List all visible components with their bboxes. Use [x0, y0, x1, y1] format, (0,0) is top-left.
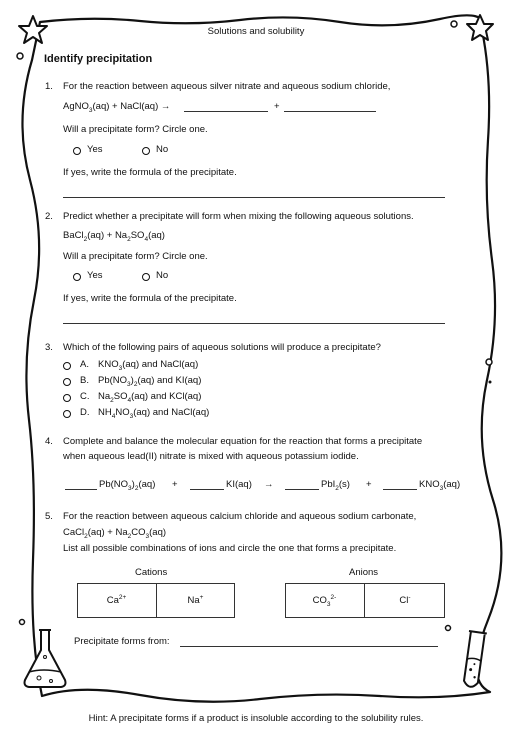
q1-blank-1[interactable] [184, 111, 268, 112]
test-tube-icon [461, 631, 486, 688]
q4-term-2: KI(aq) [226, 479, 252, 490]
q4-arrow: → [264, 479, 274, 490]
page-title: Solutions and solubility [207, 26, 305, 37]
q1-yes-radio[interactable] [73, 147, 81, 155]
q2-number: 2. [45, 211, 53, 222]
q4-number: 4. [45, 436, 53, 447]
q3-option-a-radio[interactable] [63, 362, 71, 370]
anion-cl[interactable]: Cl- [399, 593, 411, 606]
q4-plus-2: + [366, 479, 372, 490]
section-heading: Identify precipitation [44, 53, 153, 65]
q5-equation: CaCl$_2$(aq) + $Na_2CO_3(aq)$ [63, 527, 167, 540]
q4-coef-2[interactable] [190, 489, 224, 490]
anions-label: Anions [349, 567, 379, 578]
q3-option-d-radio[interactable] [63, 410, 71, 418]
q4-text-1: Complete and balance the molecular equation for the reaction that forms a precipitate [63, 436, 423, 447]
q1-no-label: No [156, 144, 169, 155]
q1-no-radio[interactable] [142, 147, 150, 155]
q3-option-b-radio[interactable] [63, 378, 71, 386]
q1-blank-2[interactable] [284, 111, 376, 112]
q5-text: For the reaction between aqueous calcium chloride and aqueous sodium carbonate, [63, 511, 417, 522]
q3-option-a-letter: A. [80, 359, 89, 370]
q3-option-c-letter: C. [80, 391, 90, 402]
q4-coef-3[interactable] [285, 489, 319, 490]
cation-na[interactable]: Na+ [187, 593, 204, 606]
q5-number: 5. [45, 511, 53, 522]
q2-answer-line[interactable] [63, 323, 445, 324]
q4-term-1: $Pb(NO_3)_2(aq)$ [99, 479, 156, 492]
cations-label: Cations [135, 567, 168, 578]
q4-term-3: PbI$_2$(s) [321, 479, 350, 492]
q1-ask: Will a precipitate form? Circle one. [63, 124, 208, 135]
q3-option-a: $KNO_3(aq)$ and NaCl(aq) [98, 359, 199, 372]
q3-text: Which of the following pairs of aqueous solutions will produce a precipitate? [63, 342, 381, 353]
q4-text-2: when aqueous lead(II) nitrate is mixed with aqueous potassium iodide. [63, 451, 359, 462]
q2-ask: Will a precipitate form? Circle one. [63, 251, 208, 262]
q2-text: Predict whether a precipitate will form when mixing the following aqueous solutions. [63, 211, 414, 222]
anion-co3[interactable]: $CO_3^{2-}$ [312, 593, 337, 608]
q2-no-radio[interactable] [142, 273, 150, 281]
q1-yes-label: Yes [87, 144, 103, 155]
q4-coef-1[interactable] [65, 489, 97, 490]
q3-option-c: $Na_2SO_4(aq)$ and KCl(aq) [98, 391, 202, 404]
q3-option-d: $NH_4NO_3(aq)$ and NaCl(aq) [98, 407, 210, 420]
q4-coef-4[interactable] [383, 489, 417, 490]
q4-plus-1: + [172, 479, 178, 490]
q3-option-c-radio[interactable] [63, 394, 71, 402]
precipitate-answer-line[interactable] [180, 646, 438, 647]
q2-equation: BaCl$_2$(aq) + $Na_2SO_4(aq)$ [63, 230, 165, 243]
q3-number: 3. [45, 342, 53, 353]
q2-formula-prompt: If yes, write the formula of the precipitate. [63, 293, 237, 304]
flask-icon [25, 630, 66, 687]
q2-yes-radio[interactable] [73, 273, 81, 281]
q3-option-b: $Pb(NO_3)_2(aq)$ and KI(aq) [98, 375, 202, 388]
precipitate-label: Precipitate forms from: [74, 636, 170, 647]
q1-equation: AgNO$_3$(aq) + NaCl(aq) → [63, 101, 171, 114]
hint-text: Hint: A precipitate forms if a product is insoluble according to the solubility rules. [88, 713, 424, 724]
q1-answer-line[interactable] [63, 197, 445, 198]
cation-ca[interactable]: $Ca^{2+}$ [106, 593, 127, 606]
q2-yes-label: Yes [87, 270, 103, 281]
q2-no-label: No [156, 270, 169, 281]
q3-option-d-letter: D. [80, 407, 90, 418]
q1-number: 1. [45, 81, 53, 92]
q1-plus: + [274, 101, 280, 112]
q1-formula-prompt: If yes, write the formula of the precipitate. [63, 167, 237, 178]
q5-instruction: List all possible combinations of ions and circle the one that forms a precipitate. [63, 543, 397, 554]
q3-option-b-letter: B. [80, 375, 89, 386]
q4-term-4: $KNO_3(aq)$ [419, 479, 461, 492]
q1-text: For the reaction between aqueous silver nitrate and aqueous sodium chloride, [63, 81, 391, 92]
